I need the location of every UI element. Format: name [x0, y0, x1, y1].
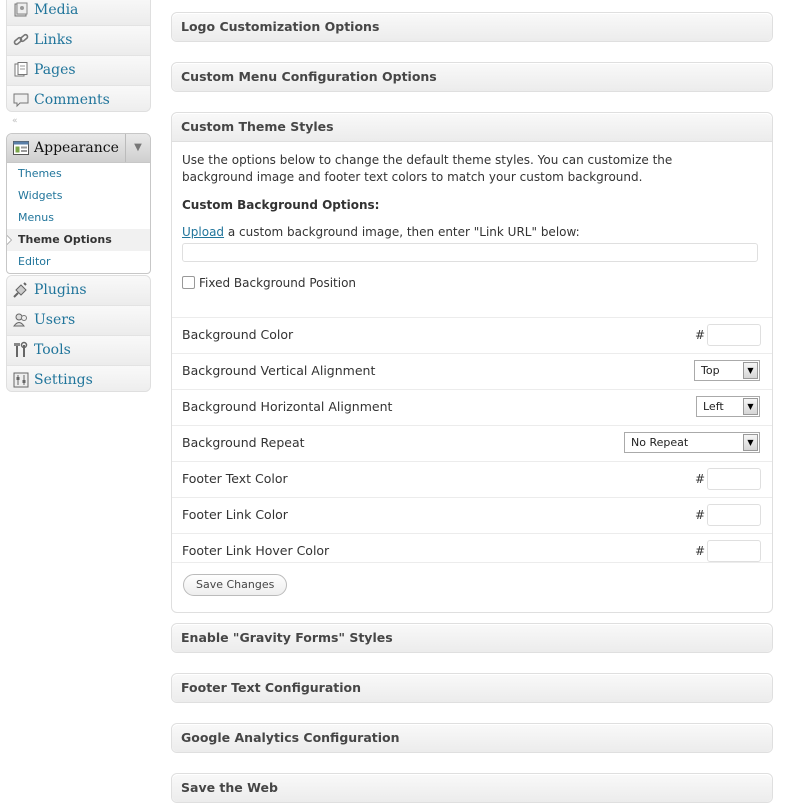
plugins-icon — [12, 281, 30, 299]
sidebar-item-label: Plugins — [34, 282, 87, 298]
option-label: Background Color — [182, 327, 294, 342]
submenu-editor[interactable]: Editor — [18, 255, 51, 268]
admin-sidebar — [6, 0, 151, 388]
sidebar-item-plugins[interactable] — [7, 276, 150, 306]
option-row-footer-text-color — [172, 461, 772, 497]
bg-image-url-input[interactable] — [182, 243, 758, 262]
option-label: Footer Link Color — [182, 507, 288, 522]
chevron-down-icon: ▼ — [743, 398, 758, 415]
sidebar-top-group — [6, 0, 151, 112]
panel-title[interactable]: Footer Text Configuration — [172, 674, 772, 702]
bg-valign-select[interactable] — [694, 360, 760, 381]
intro-text: Use the options below to change the default theme styles. You can customize the background image and footer text colors to match your custom background. — [182, 153, 673, 184]
style-options-list — [172, 317, 772, 569]
fixed-bg-option — [182, 274, 762, 292]
submenu-theme-options[interactable]: Theme Options — [7, 229, 150, 251]
bg-options-heading: Custom Background Options: — [182, 198, 380, 212]
option-row-bg-valign — [172, 353, 772, 389]
panel-title[interactable]: Logo Customization Options — [172, 13, 772, 41]
upload-link[interactable]: Upload — [182, 225, 225, 239]
hash-symbol: # — [694, 544, 705, 558]
appearance-menu-head[interactable] — [7, 134, 150, 163]
sidebar-item-pages[interactable] — [7, 56, 150, 86]
hash-symbol: # — [694, 472, 705, 486]
links-icon — [12, 31, 30, 49]
sidebar-bottom-group — [6, 275, 151, 392]
panel-title[interactable]: Google Analytics Configuration — [172, 724, 772, 752]
theme-styles-body — [172, 142, 772, 612]
pages-icon — [12, 61, 30, 79]
submenu-themes[interactable]: Themes — [18, 167, 62, 180]
panel-custom-menu — [171, 62, 773, 92]
sidebar-item-label: Pages — [34, 62, 76, 78]
selected-value: Top — [701, 364, 720, 377]
upload-instructions — [182, 225, 762, 239]
sidebar-item-label: Comments — [34, 92, 110, 108]
users-icon — [12, 311, 30, 329]
tools-icon — [12, 341, 30, 359]
panel-save-the-web — [171, 773, 773, 803]
option-label: Footer Link Hover Color — [182, 543, 330, 558]
save-area — [172, 562, 772, 591]
upload-text: a custom background image, then enter "Link URL" below: — [224, 225, 580, 239]
option-row-footer-link-color — [172, 497, 772, 533]
selected-value: Left — [703, 400, 724, 413]
comments-icon — [12, 91, 30, 109]
sidebar-item-label: Users — [34, 312, 76, 328]
panel-logo-customization — [171, 12, 773, 42]
panel-title[interactable]: Custom Theme Styles — [172, 113, 772, 142]
bg-repeat-select[interactable] — [624, 432, 760, 453]
appearance-icon — [12, 139, 30, 157]
submenu-widgets[interactable]: Widgets — [18, 189, 63, 202]
sidebar-item-label: Links — [34, 32, 73, 48]
option-label: Footer Text Color — [182, 471, 288, 486]
footer-text-color-input[interactable] — [707, 468, 761, 490]
sidebar-item-label: Tools — [34, 342, 71, 358]
panel-title[interactable]: Save the Web — [172, 774, 772, 802]
chevron-down-icon: ▼ — [743, 434, 758, 451]
option-row-bg-repeat — [172, 425, 772, 461]
bg-halign-select[interactable] — [696, 396, 760, 417]
sidebar-item-media[interactable] — [7, 0, 150, 26]
footer-link-hover-color-input[interactable] — [707, 540, 761, 562]
media-icon — [12, 1, 30, 19]
sidebar-item-comments[interactable] — [7, 86, 150, 112]
panel-title[interactable]: Custom Menu Configuration Options — [172, 63, 772, 91]
option-row-footer-link-hover-color — [172, 533, 772, 569]
panel-custom-theme-styles — [171, 112, 773, 613]
panel-title[interactable]: Enable "Gravity Forms" Styles — [172, 624, 772, 652]
sidebar-item-users[interactable] — [7, 306, 150, 336]
sidebar-item-appearance — [6, 133, 151, 274]
hash-symbol: # — [694, 508, 705, 522]
sidebar-item-links[interactable] — [7, 26, 150, 56]
fixed-bg-label: Fixed Background Position — [199, 276, 357, 290]
panel-google-analytics — [171, 723, 773, 753]
selected-value: No Repeat — [631, 436, 689, 449]
submenu-menus[interactable]: Menus — [18, 211, 54, 224]
chevron-down-icon[interactable]: ▼ — [125, 134, 150, 162]
sidebar-item-settings[interactable] — [7, 366, 150, 392]
footer-link-color-input[interactable] — [707, 504, 761, 526]
option-label: Background Horizontal Alignment — [182, 399, 393, 414]
hash-symbol: # — [694, 328, 705, 342]
bg-color-input[interactable] — [707, 324, 761, 346]
option-label: Background Repeat — [182, 435, 305, 450]
sidebar-item-tools[interactable] — [7, 336, 150, 366]
panel-gravity-forms — [171, 623, 773, 653]
save-changes-button[interactable]: Save Changes — [183, 574, 287, 596]
collapse-menu-icon[interactable]: « — [12, 116, 18, 126]
chevron-down-icon: ▼ — [743, 362, 758, 379]
appearance-label: Appearance — [34, 140, 119, 156]
settings-icon — [12, 371, 30, 389]
option-row-bg-color — [172, 317, 772, 353]
fixed-bg-checkbox[interactable] — [182, 276, 195, 289]
sidebar-item-label: Media — [34, 2, 79, 18]
panel-footer-text — [171, 673, 773, 703]
option-row-bg-halign — [172, 389, 772, 425]
option-label: Background Vertical Alignment — [182, 363, 376, 378]
sidebar-item-label: Settings — [34, 372, 93, 388]
